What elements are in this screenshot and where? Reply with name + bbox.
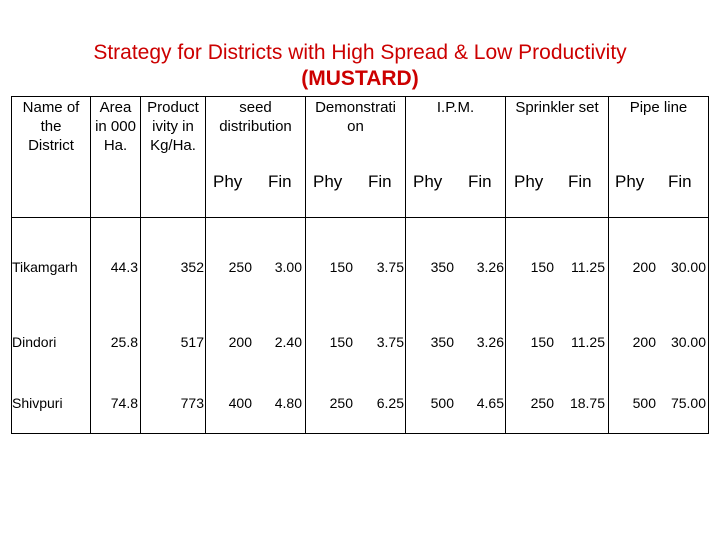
cell-demo-phy: 150 — [329, 259, 353, 275]
cell-district: Tikamgarh — [12, 259, 78, 275]
cell-demo-fin: 3.75 — [376, 334, 404, 350]
header-text: Kg/Ha. — [150, 137, 196, 154]
cell-ipm-phy: 500 — [430, 395, 454, 411]
cell-pipe-phy: 200 — [632, 259, 656, 275]
header-district — [12, 98, 90, 155]
cell-district: Shivpuri — [12, 395, 63, 411]
header-text: seed — [239, 99, 272, 116]
header-text: Area — [99, 99, 132, 116]
page-title — [0, 40, 720, 92]
cell-ipm-phy: 350 — [430, 259, 454, 275]
header-text: Sprinkler set — [515, 99, 599, 116]
subheader-fin: Fin — [668, 172, 692, 191]
header-productivity — [141, 98, 205, 155]
title-line-1: Strategy for Districts with High Spread & Low Productivity — [93, 41, 627, 64]
cell-pipe-phy: 500 — [632, 395, 656, 411]
header-text: Name of — [22, 99, 80, 116]
cell-seed-phy: 250 — [228, 259, 252, 275]
header-text: I.P.M. — [436, 99, 475, 116]
subheader-phy: Phy — [514, 172, 544, 191]
cell-demo-phy: 250 — [329, 395, 353, 411]
cell-seed-fin: 2.40 — [274, 334, 302, 350]
cell-ipm-fin: 3.26 — [476, 259, 504, 275]
col-divider — [505, 96, 506, 434]
cell-ipm-fin: 4.65 — [476, 395, 504, 411]
header-area — [91, 98, 140, 155]
col-divider — [205, 96, 206, 434]
header-text: in 000 — [95, 118, 136, 135]
subheader-fin: Fin — [568, 172, 592, 191]
cell-productivity: 773 — [180, 395, 204, 411]
cell-seed-phy: 200 — [228, 334, 252, 350]
col-divider — [405, 96, 406, 434]
header-ipm — [406, 98, 505, 117]
header-text: Demonstrati — [315, 99, 396, 116]
cell-pipe-phy: 200 — [632, 334, 656, 350]
header-seed — [206, 98, 305, 136]
cell-demo-phy: 150 — [329, 334, 353, 350]
cell-sprinkler-fin: 11.25 — [571, 259, 605, 275]
cell-sprinkler-phy: 150 — [530, 259, 554, 275]
header-text: on — [347, 118, 364, 135]
header-pipe — [609, 98, 708, 117]
cell-district: Dindori — [12, 334, 57, 350]
subheader-phy: Phy — [615, 172, 645, 191]
cell-sprinkler-fin: 18.75 — [569, 395, 605, 411]
title-line-2: (MUSTARD) — [301, 67, 419, 90]
cell-demo-fin: 6.25 — [376, 395, 404, 411]
col-divider — [305, 96, 306, 434]
header-text: Pipe line — [629, 99, 688, 116]
header-text: distribution — [219, 118, 292, 135]
cell-sprinkler-phy: 150 — [530, 334, 554, 350]
cell-area: 25.8 — [110, 334, 138, 350]
cell-seed-phy: 400 — [228, 395, 252, 411]
cell-ipm-fin: 3.26 — [476, 334, 504, 350]
cell-pipe-fin: 75.00 — [670, 395, 706, 411]
subheader-fin: Fin — [468, 172, 492, 191]
cell-demo-fin: 3.75 — [376, 259, 404, 275]
cell-pipe-fin: 30.00 — [670, 259, 706, 275]
header-text: Product — [147, 99, 199, 116]
subheader-phy: Phy — [213, 172, 243, 191]
subheader-fin: Fin — [368, 172, 392, 191]
header-demonstration — [306, 98, 405, 136]
cell-sprinkler-fin: 11.25 — [571, 334, 605, 350]
cell-pipe-fin: 30.00 — [670, 334, 706, 350]
header-text: ivity in — [152, 118, 194, 135]
cell-area: 74.8 — [110, 395, 138, 411]
cell-sprinkler-phy: 250 — [530, 395, 554, 411]
cell-seed-fin: 3.00 — [274, 259, 302, 275]
header-text: District — [28, 137, 74, 154]
cell-ipm-phy: 350 — [430, 334, 454, 350]
header-text: Ha. — [103, 137, 128, 154]
header-text: the — [40, 118, 62, 135]
header-sprinkler — [506, 98, 608, 117]
subheader-phy: Phy — [413, 172, 443, 191]
col-divider — [608, 96, 609, 434]
cell-productivity: 352 — [180, 259, 204, 275]
header-divider — [11, 217, 709, 218]
cell-area: 44.3 — [110, 259, 138, 275]
subheader-phy: Phy — [313, 172, 343, 191]
cell-productivity: 517 — [180, 334, 204, 350]
subheader-fin: Fin — [268, 172, 292, 191]
cell-seed-fin: 4.80 — [274, 395, 302, 411]
